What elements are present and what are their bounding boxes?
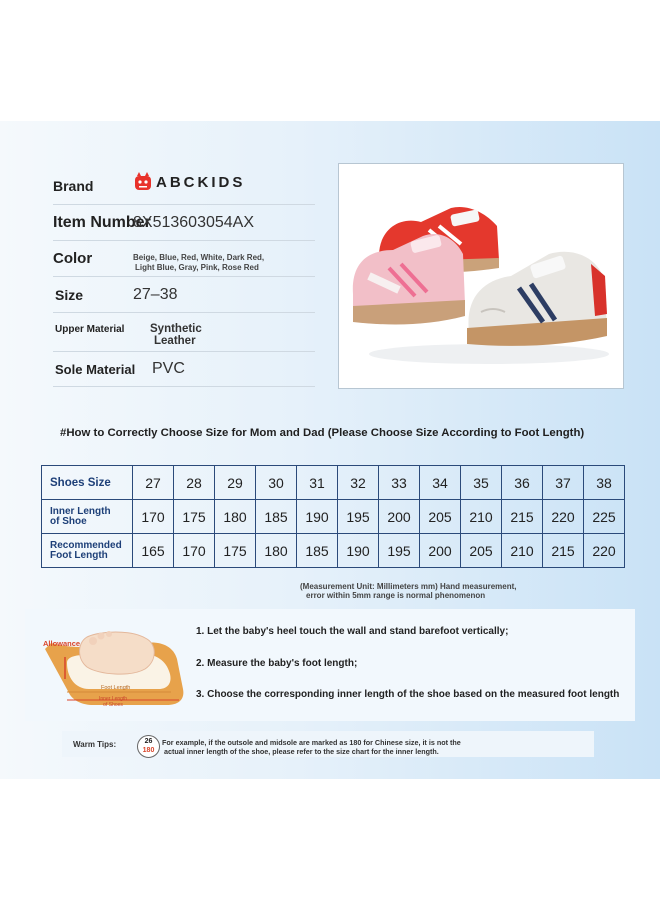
table-cell: 170 [174, 534, 215, 568]
row-label-foot-length [42, 534, 133, 568]
color-value-line-1: Beige, Blue, Red, White, Dark Red, [133, 253, 265, 262]
table-cell: 190 [297, 500, 338, 534]
size-chart-heading: #How to Correctly Choose Size for Mom and Dad (Please Choose Size According to Foot Length) [60, 427, 585, 439]
table-cell: 210 [502, 534, 543, 568]
table-cell: 180 [256, 534, 297, 568]
step-2: 2. Measure the baby's foot length; [196, 658, 358, 669]
table-cell: 195 [379, 534, 420, 568]
table-cell: 180 [215, 500, 256, 534]
inner-length-label-line-1: Inner Length [99, 696, 128, 702]
divider [53, 351, 315, 352]
table-cell: 34 [420, 466, 461, 500]
table-cell: 225 [584, 500, 625, 534]
table-row-inner-length [42, 500, 625, 534]
table-cell: 215 [502, 500, 543, 534]
size-marking-badge [137, 735, 160, 758]
table-cell: 195 [338, 500, 379, 534]
divider [53, 312, 315, 313]
table-cell: 220 [543, 500, 584, 534]
warm-tips-line-1: For example, if the outsole and midsole are marked as 180 for Chinese size, it is not the [162, 738, 461, 747]
table-cell: 27 [133, 466, 174, 500]
measurement-note [300, 582, 517, 600]
sole-material-value: PVC [152, 360, 185, 377]
divider [53, 240, 315, 241]
table-cell: 165 [133, 534, 174, 568]
table-cell: 30 [256, 466, 297, 500]
divider [53, 386, 315, 387]
color-value-line-2: Light Blue, Gray, Pink, Rose Red [135, 263, 259, 272]
step-3: 3. Choose the corresponding inner length of the shoe based on the measured foot length [196, 689, 620, 700]
step-1: 1. Let the baby's heel touch the wall and stand barefoot vertically; [196, 626, 509, 637]
table-cell: 205 [420, 500, 461, 534]
sneakers-image [339, 164, 623, 388]
badge-bottom-number: 180 [142, 747, 155, 754]
table-cell: 33 [379, 466, 420, 500]
item-number-label: Item Number [53, 214, 151, 231]
item-number-value: 8X513603054AX [133, 214, 254, 231]
table-cell: 175 [174, 500, 215, 534]
table-cell: 220 [584, 534, 625, 568]
upper-material-value-line-1: Synthetic [150, 323, 202, 335]
upper-material-value-line-2: Leather [154, 335, 196, 347]
inner-length-label [99, 696, 127, 708]
table-cell: 175 [215, 534, 256, 568]
measuring-steps-panel [25, 609, 635, 721]
allowance-label: Allowance [43, 639, 81, 648]
measurement-note-line-1: (Measurement Unit: Millimeters mm) Hand measurement, [300, 582, 517, 591]
table-cell: 205 [461, 534, 502, 568]
size-value: 27–38 [133, 286, 178, 303]
table-cell: 200 [420, 534, 461, 568]
measurement-note-line-2: error within 5mm range is normal phenomenon [306, 591, 486, 600]
product-photo [338, 163, 624, 389]
table-row-shoe-size [42, 466, 625, 500]
table-cell: 190 [338, 534, 379, 568]
foot-length-label: Foot Length [101, 685, 131, 691]
table-cell: 170 [133, 500, 174, 534]
brand-name: ABCKIDS [156, 173, 246, 191]
table-cell: 29 [215, 466, 256, 500]
pink-sneaker-image [353, 234, 465, 324]
table-cell: 37 [543, 466, 584, 500]
table-cell: 210 [461, 500, 502, 534]
table-cell: 38 [584, 466, 625, 500]
badge-top-number: 26 [144, 738, 153, 745]
row-label-line: Recommended [50, 539, 122, 551]
color-label: Color [53, 250, 93, 267]
divider [53, 204, 315, 205]
row-label-line: Inner Length [50, 505, 111, 517]
table-cell: 28 [174, 466, 215, 500]
table-cell: 185 [297, 534, 338, 568]
brand-label: Brand [53, 178, 94, 194]
sole-material-label: Sole Material [55, 362, 136, 377]
table-cell: 200 [379, 500, 420, 534]
table-cell: 185 [256, 500, 297, 534]
table-cell: 35 [461, 466, 502, 500]
table-row-foot-length [42, 534, 625, 568]
row-label-inner-length [42, 500, 133, 534]
table-cell: 36 [502, 466, 543, 500]
upper-material-label: Upper Material [55, 324, 125, 335]
table-cell: 215 [543, 534, 584, 568]
table-cell: 31 [297, 466, 338, 500]
brand-logo [134, 172, 245, 192]
divider [53, 276, 315, 277]
inner-length-label-line-2: of Shoes [103, 702, 123, 708]
table-cell: 32 [338, 466, 379, 500]
row-label-line: of Shoe [50, 515, 87, 527]
row-label-shoe-size: Shoes Size [42, 466, 133, 500]
monster-logo-icon [134, 172, 152, 192]
size-label: Size [55, 287, 84, 303]
warm-tips-label: Warm Tips: [73, 740, 117, 749]
warm-tips-text [162, 739, 461, 756]
warm-tips-line-2: actual inner length of the shoe, please refer to the size chart for the inner length. [164, 746, 439, 756]
size-chart-table [41, 465, 625, 568]
row-label-line: Foot Length [50, 549, 108, 561]
